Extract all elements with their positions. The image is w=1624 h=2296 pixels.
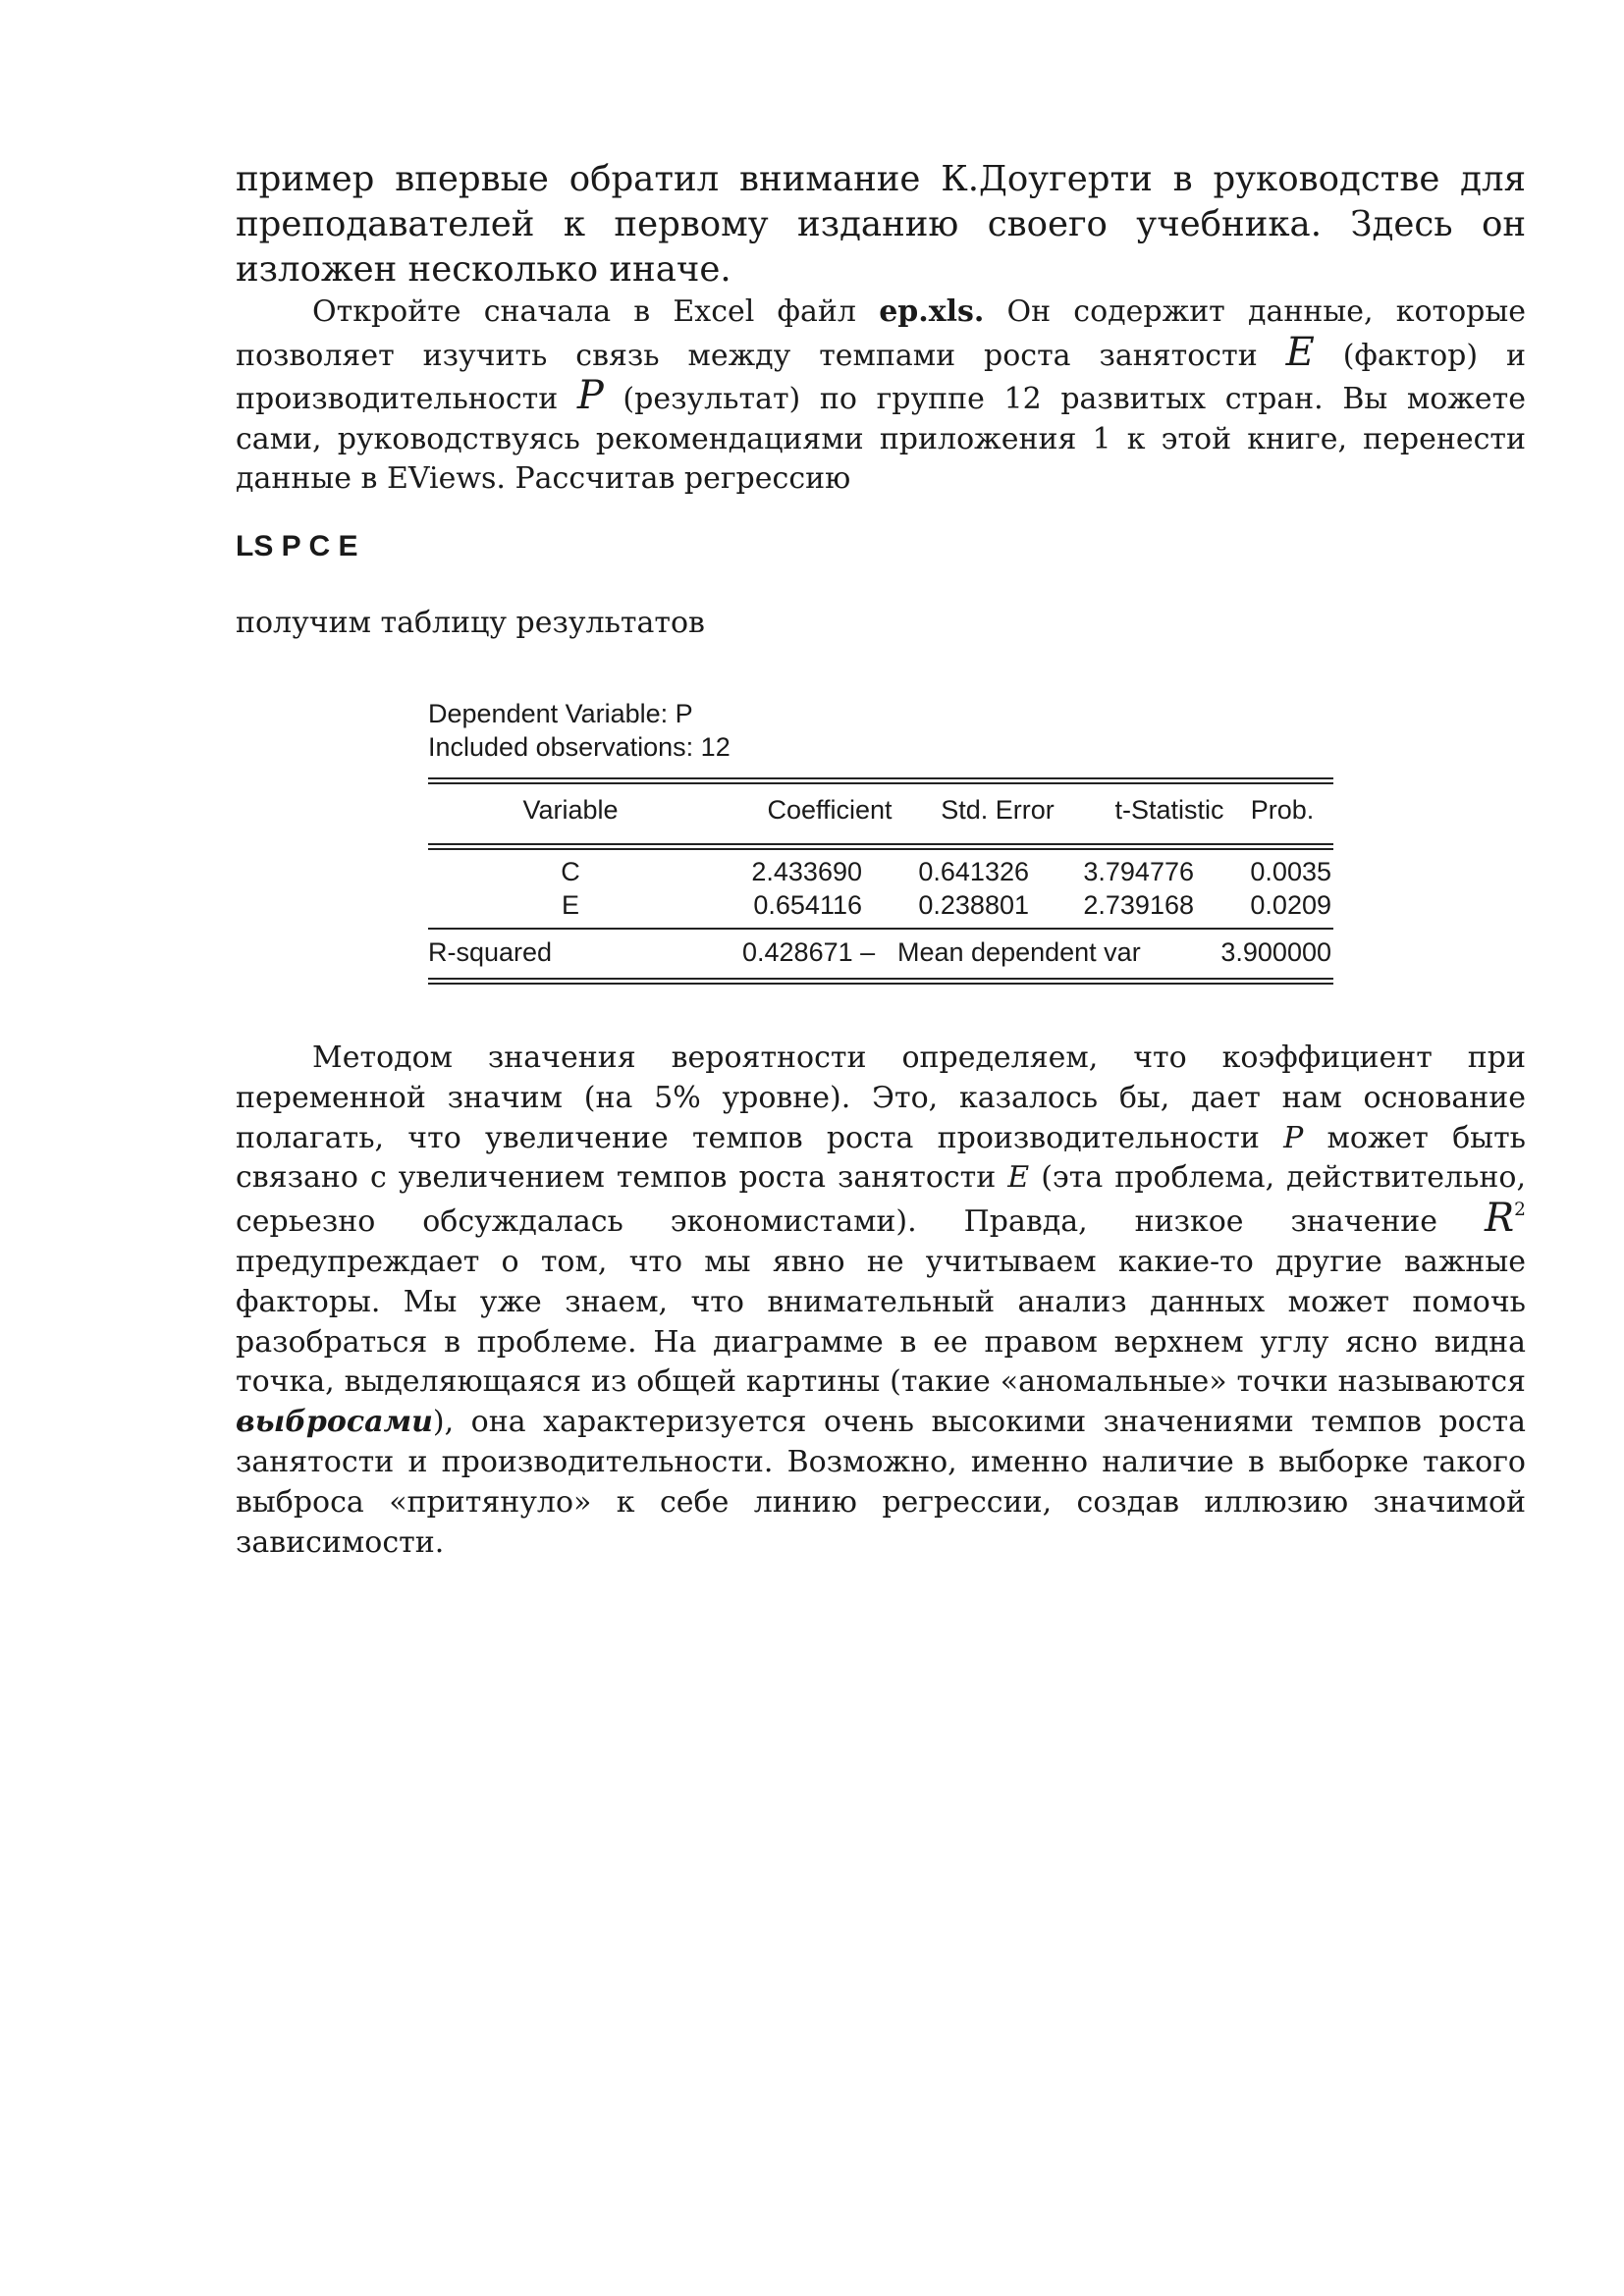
header-std-error: Std. Error	[941, 795, 1055, 825]
table-footer-row	[428, 935, 1333, 969]
cell-t-statistic: 2.739168	[1083, 890, 1194, 920]
paragraph-text: Методом значения вероятности определяем, что коэффициент при переменной значим (на 5% уровне). Это, казалось бы, дает нам основание полагать, что увеличение темпов роста производительности	[236, 1041, 1526, 1155]
cell-variable: E	[561, 890, 579, 920]
header-prob: Prob.	[1250, 795, 1315, 825]
cell-coefficient: 0.654116	[753, 890, 862, 920]
variable-p: P	[1283, 1120, 1304, 1155]
r-squared-label: R-squared	[428, 937, 553, 967]
header-variable: Variable	[522, 795, 619, 825]
cell-prob: 0.0035	[1250, 857, 1331, 886]
included-observations-label: Included observations: 12	[428, 732, 731, 762]
paragraph-open-file	[236, 293, 1526, 500]
paragraph-text: Откройте сначала в Excel файл	[312, 294, 880, 329]
paragraph-interpretation	[236, 1039, 1526, 1563]
dependent-variable-label: Dependent Variable: P	[428, 699, 693, 728]
superscript-2: 2	[1514, 1200, 1526, 1221]
cell-t-statistic: 3.794776	[1083, 857, 1194, 886]
header-t-statistic: t-Statistic	[1114, 795, 1224, 825]
term-outliers: выбросами	[236, 1405, 433, 1440]
regression-output-table	[428, 697, 1333, 985]
table-row	[428, 888, 1333, 922]
paragraph-text: ), она характеризуется очень высокими значениями темпов роста занятости и производительности. Возможно, именно наличие в выборке такого выброса «притянуло» к себе линию регрессии, создав иллюзию значимой зависимости.	[236, 1405, 1526, 1560]
r-squared-value: 0.428671 –	[742, 937, 876, 967]
mean-dependent-var-label: Mean dependent var	[897, 937, 1141, 967]
cell-prob: 0.0209	[1250, 890, 1331, 920]
cell-variable: C	[561, 857, 580, 886]
intro-paragraph	[236, 157, 1526, 293]
mean-dependent-var-value: 3.900000	[1220, 937, 1331, 967]
file-name: ep.xls.	[879, 294, 985, 329]
table-rule-top	[428, 777, 1333, 784]
cell-std-error: 0.641326	[918, 857, 1029, 886]
paragraph-text: (результат) по группе 12 развитых стран. Вы можете сами, руководствуясь рекомендациями приложения 1 к этой книге, перенести данные в EViews. Рассчитав регрессию	[236, 382, 1526, 496]
paragraph-text: может быть связано с увеличением темпов роста занятости	[236, 1120, 1526, 1196]
header-coefficient: Coefficient	[767, 795, 893, 825]
cell-std-error: 0.238801	[918, 890, 1029, 920]
variable-p: P	[576, 373, 604, 418]
table-rule-bottom	[428, 978, 1333, 985]
eviews-command: LS P C E	[236, 530, 358, 562]
variable-e: E	[1007, 1160, 1030, 1196]
table-row	[428, 855, 1333, 888]
paragraph-text: Он содержит данные, которые позволяет изучить связь между темпами роста занятости	[236, 294, 1527, 373]
cell-coefficient: 2.433690	[751, 857, 862, 886]
paragraph-text: (эта проблема, действительно, серьезно обсуждалась экономистами). Правда, низкое значение	[236, 1160, 1526, 1240]
result-intro-text: получим таблицу результатов	[236, 606, 705, 640]
intro-paragraph-text: пример впервые обратил внимание К.Доугерти в руководстве для преподавателей к первому изданию своего учебника. Здесь он изложен несколько иначе.	[236, 159, 1526, 290]
paragraph-text: предупреждает о том, что мы явно не учитываем какие-то другие важные факторы. Мы уже знаем, что внимательный анализ данных может помочь разобраться в проблеме. На диаграмме в ее правом верхнем углу ясно видна точка, выделяющаяся из общей картины (такие «аномальные» точки называются	[236, 1244, 1526, 1400]
table-header-row	[428, 793, 1333, 827]
paragraph-text: (фактор) и производительности	[236, 338, 1526, 416]
variable-r: R	[1485, 1196, 1515, 1242]
table-rule-header	[428, 843, 1333, 850]
variable-e: E	[1285, 329, 1315, 375]
